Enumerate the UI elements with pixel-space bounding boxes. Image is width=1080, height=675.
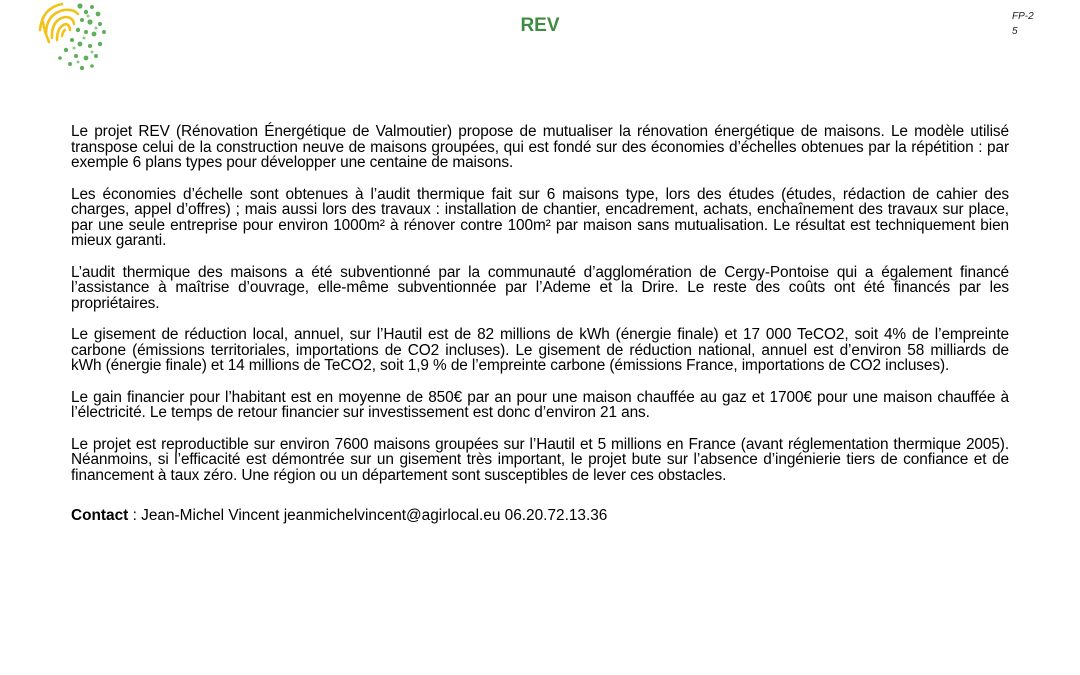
page-reference-number: 5 bbox=[1012, 26, 1018, 37]
paragraph-reproductible: Le projet est reproductible sur environ 7600 maisons groupées sur l’Hautil et 5 millions en France (avant réglementation thermique 2005). Néanmoins, si l’efficacité est démontrée sur un gisement très important, le projet bute sur l’absence d’ingénierie tiers de confiance et de financement à taux zéro. Une région ou un département sont susceptibles de lever ces obstacles. bbox=[71, 435, 1009, 484]
paragraph-gain: Le gain financier pour l’habitant est en moyenne de 850€ par an pour une maison chauffée au gaz et 1700€ pour une maison chauffée à l’électricité. Le temps de retour financier sur investissement est donc d’environ 21 ans. bbox=[71, 388, 1009, 421]
page-reference-code: FP-2 bbox=[1012, 11, 1034, 22]
paragraph-economies: Les économies d’échelle sont obtenues à l’audit thermique fait sur 6 maisons type, lors des études (études, rédaction de cahier des charges, appel d’offres) ; mais aussi lors des travaux : installation de chantier, encadrement, achats, enchaînement des travaux sur place, par une seule entreprise pour environ 1000m² à rénover contre 100m² par maison sans mutualisation. Le résultat est techniquement bien mieux garanti. bbox=[71, 185, 1009, 249]
fingerprint-leaf-logo-icon bbox=[30, 0, 135, 78]
paragraph-gisement: Le gisement de réduction local, annuel, sur l’Hautil est de 82 millions de kWh (énergie finale) et 17 000 TeCO2, soit 4% de l’empreinte carbone (émissions territoriales, importations de CO2 incluses). Le gisement de réduction national, annuel est d’environ 58 milliards de kWh (énergie finale) et 14 millions de TeCO2, soit 1,9 % de l’empreinte carbone (émissions France, importations de CO2 incluses). bbox=[71, 326, 1009, 374]
paragraph-intro: Le projet REV (Rénovation Énergétique de Valmoutier) propose de mutualiser la rénovation énergétique de maisons. Le modèle utilisé transpose celui de la construction neuve de maisons groupées, qui est fondé sur des économies d’échelles obtenues par la répétition : par exemple 6 plans types pour développer une centaine de maisons. bbox=[71, 123, 1009, 171]
contact-label: Contact bbox=[71, 507, 129, 524]
contact-separator: : bbox=[128, 507, 142, 524]
document-body bbox=[71, 124, 1009, 524]
page-reference bbox=[1012, 9, 1034, 39]
contact-line bbox=[71, 507, 1009, 524]
paragraph-audit: L’audit thermique des maisons a été subventionné par la communauté d’agglomération de Cergy-Pontoise qui a également financé l’assistance à maîtrise d’ouvrage, elle-même subventionnée par l’Ademe et la Drire. Le reste des coûts ont été financés par les propriétaires. bbox=[71, 263, 1009, 312]
contact-details: Jean-Michel Vincent jeanmichelvincent@agirlocal.eu 06.20.72.13.36 bbox=[141, 507, 608, 524]
document-title: REV bbox=[520, 15, 560, 36]
